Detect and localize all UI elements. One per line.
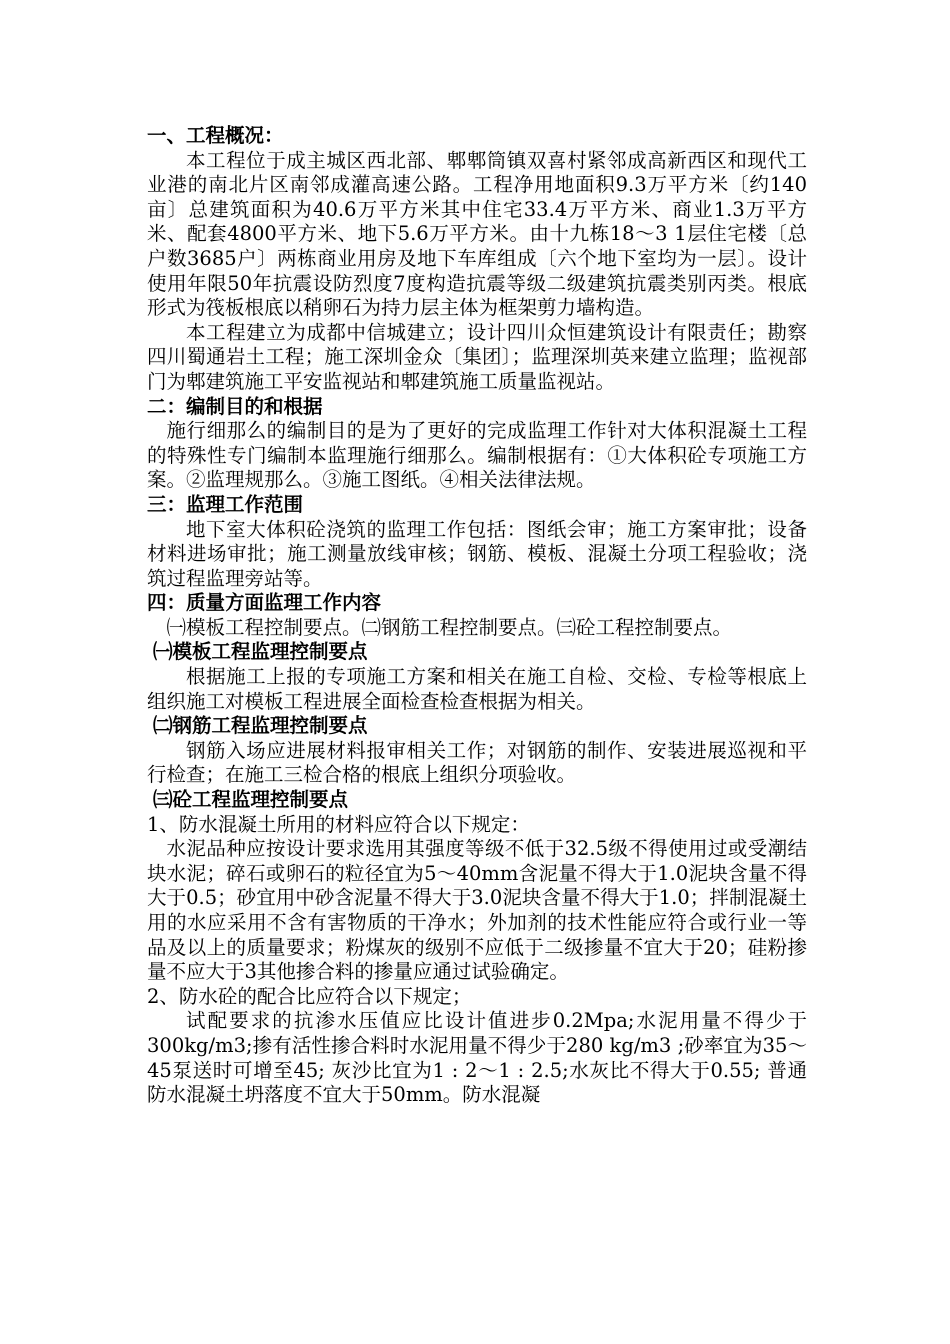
heading-purpose-basis: 二：编制目的和根据 (147, 394, 323, 418)
paragraph-formwork: 根据施工上报的专项施工方案和相关在施工自检、交检、专检等根底上组织施工对模板工程进展全面检查检查根据为相关。 (147, 665, 807, 713)
paragraph-materials: 水泥品种应按设计要求选用其强度等级不低于32.5级不得使用过或受潮结块水泥；碎石或卵石的粒径宜为5～40mm含泥量不得大于1.0泥块含量不得大于0.5；砂宜用中砂含泥量不得大于3.0泥块含量不得大于1.0；拌制混凝土用的水应采用不含有害物质的干净水；外加剂的技术性能应符合或行业一等品及以上的质量要求；粉煤灰的级别不应低于二级掺量不宜大于20；硅粉掺量不应大于3其他掺合料的掺量应通过试验确定。 (147, 837, 807, 984)
item-materials: 1、防水混凝土所用的材料应符合以下规定： (147, 812, 530, 836)
document-body (147, 124, 807, 1108)
heading-rebar: ㈡钢筋工程监理控制要点 (153, 714, 368, 738)
paragraph-quality-list: ㈠模板工程控制要点。㈡钢筋工程控制要点。㈢砼工程控制要点。 (166, 615, 733, 639)
paragraph-project-parties: 本工程建立为成都中信城建立；设计四川众恒建筑设计有限责任；勘察四川蜀通岩土工程；施工深圳金众〔集团〕；监理深圳英来建立监理；监视部门为郫建筑施工平安监视站和郫建筑施工质量监视站。 (147, 320, 807, 393)
paragraph-purpose-basis: 施行细那么的编制目的是为了更好的完成监理工作针对大体积混凝土工程的特殊性专门编制本监理施行细那么。编制根据有：①大体积砼专项施工方案。②监理规那么。③施工图纸。④相关法律法规。 (147, 419, 807, 492)
paragraph-rebar: 钢筋入场应进展材料报审相关工作；对钢筋的制作、安装进展巡视和平行检查；在施工三检合格的根底上组织分项验收。 (147, 738, 807, 787)
paragraph-scope: 地下室大体积砼浇筑的监理工作包括：图纸会审；施工方案审批；设备材料进场审批；施工测量放线审核；钢筋、模板、混凝土分项工程验收；浇筑过程监理旁站等。 (147, 517, 807, 590)
heading-project-overview: 一、工程概况： (147, 124, 284, 147)
heading-scope: 三：监理工作范围 (147, 492, 304, 516)
heading-quality-content: 四：质量方面监理工作内容 (147, 591, 382, 615)
heading-concrete: ㈢砼工程监理控制要点 (153, 788, 349, 812)
heading-formwork: ㈠模板工程监理控制要点 (153, 640, 368, 664)
paragraph-mix-ratio: 试配要求的抗渗水压值应比设计值进步0.2Mpa;水泥用量不得少于300kg/m3;掺有活性掺合料时水泥用量不得少于280 kg/m3 ;砂率宜为35～45泵送时可增至45; 灰沙比宜为1 : 2～1 : 2.5;水灰比不得大于0.55; 普通防水混凝土坍落度不宜大于50mm。防水混凝 (147, 1009, 807, 1107)
item-mix-ratio: 2、防水砼的配合比应符合以下规定； (147, 984, 472, 1008)
paragraph-project-location: 本工程位于成主城区西北部、郫郫筒镇双喜村紧邻成高新西区和现代工业港的南北片区南邻成灌高速公路。工程净用地面积9.3万平方米〔约140亩〕总建筑面积为40.6万平方米其中住宅33.4万平方米、商业1.3万平方米、配套4800平方米、地下5.6万平方米。由十九栋18～3 1层住宅楼〔总户数3685户〕两栋商业用房及地下车库组成〔六个地下室均为一层〕。设计使用年限50年抗震设防烈度7度构造抗震等级二级建筑抗震类别丙类。根底形式为筏板根底以稍卵石为持力层主体为框架剪力墙构造。 (147, 148, 807, 320)
